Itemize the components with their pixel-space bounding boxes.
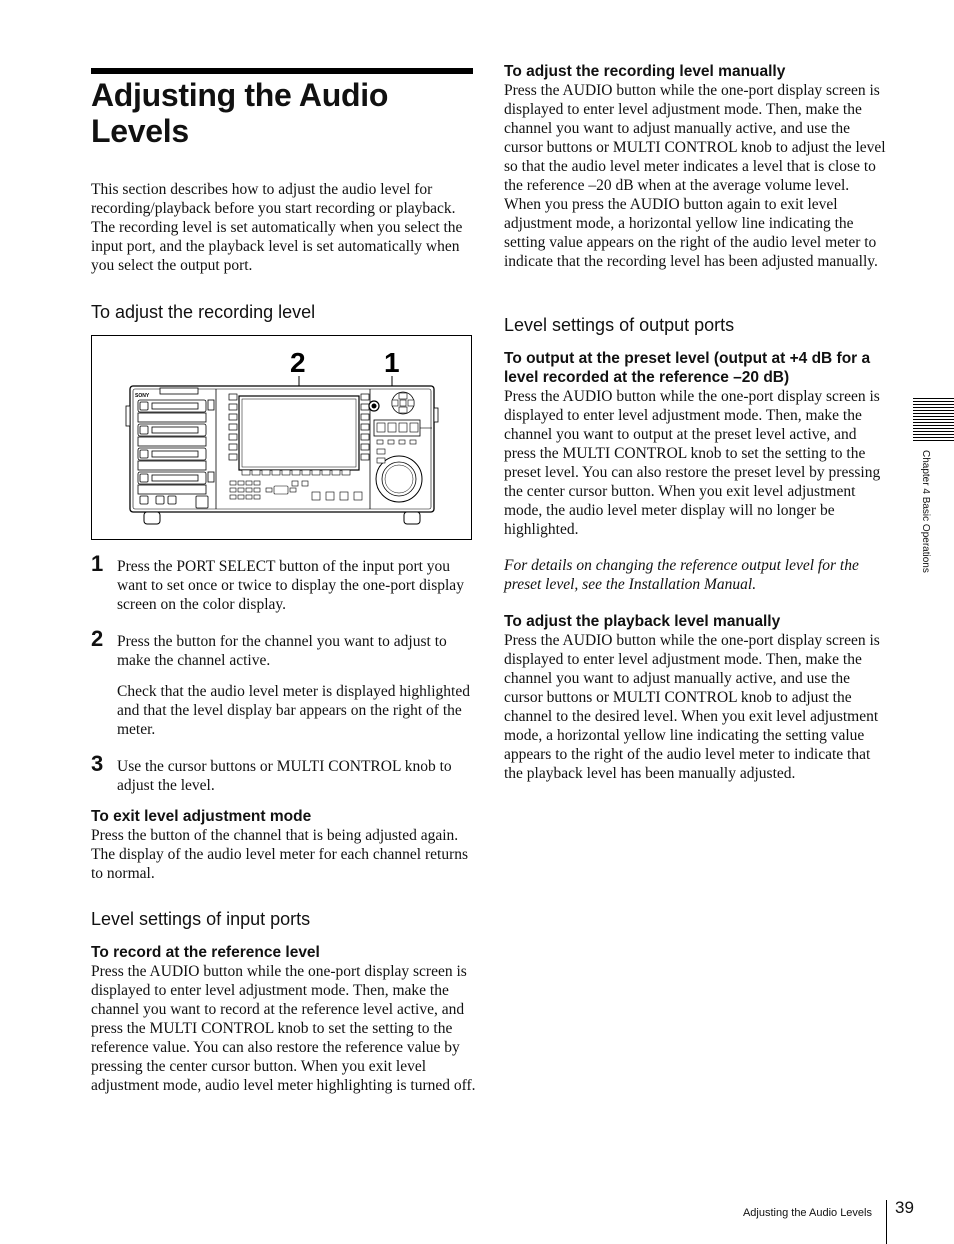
footer-title: Adjusting the Audio Levels (742, 1207, 872, 1219)
exit-mode-heading: To exit level adjustment mode (91, 808, 312, 825)
chapter-tab-stripes (913, 398, 954, 442)
preset-level-note: For details on changing the reference output level for the preset level, see the Installation Manual. (504, 557, 859, 593)
title-rule (91, 68, 473, 74)
step-1-number: 1 (91, 551, 104, 576)
device-front-panel-illustration (92, 336, 473, 541)
preset-level-text: Press the AUDIO button while the one-port display screen is displayed to enter level adjustment mode. Then, make the channel you want to output at the preset level active, and press the MULTI CONTROL knob to set the setting to the preset level. You can also restore the preset level by pressing the center cursor button. When you exit level adjustment mode, the audio level meter display will no longer be highlighted. (504, 388, 881, 538)
playback-manual-heading: To adjust the playback level manually (504, 613, 781, 630)
step-1-text: Press the PORT SELECT button of the input port you want to set once or twice to display the one-port display screen on the color display. (117, 558, 464, 613)
chapter-side-label: Chapter 4 Basic Operations (920, 450, 931, 573)
figure-callout-2: 2 (290, 347, 306, 378)
footer-divider (886, 1200, 887, 1244)
step-2-note: Check that the audio level meter is displayed highlighted and that the level display bar appears on the right of the meter. (117, 683, 470, 738)
output-ports-heading: Level settings of output ports (504, 315, 735, 335)
figure-callout-1: 1 (384, 347, 400, 378)
step-2-text: Press the button for the channel you want to adjust to make the channel active. (117, 633, 447, 669)
step-2-number: 2 (91, 626, 104, 651)
figure-brand: SONY (135, 393, 150, 399)
intro-paragraph: This section describes how to adjust the audio level for recording/playback before you start recording or playback. The recording level is set automatically when you select the input port, and the playback level is set automatically when you select the output port. (91, 181, 463, 274)
reference-level-text: Press the AUDIO button while the one-port display screen is displayed to enter level adjustment mode. Then, make the channel you want to record at the reference level active, and press the MULTI CONTROL knob to set the setting to the reference value. You can also restore the reference value by pressing the center cursor button. When you exit level adjustment mode, audio level meter highlighting is turned off. (91, 963, 476, 1094)
exit-mode-text: Press the button of the channel that is being adjusted again. The display of the audio level meter for each channel returns to normal. (91, 827, 469, 882)
manual-recording-heading: To adjust the recording level manually (504, 63, 786, 80)
preset-level-heading: To output at the preset level (output at +4 dB for a level recorded at the reference –20 dB) (504, 350, 871, 386)
reference-level-heading: To record at the reference level (91, 944, 320, 961)
manual-recording-text: Press the AUDIO button while the one-port display screen is displayed to enter level adjustment mode. Then, make the channel you want to adjust manually active, and use the cursor buttons or MULTI CONTROL knob to adjust the level so that the audio level meter indicates a level that is close to the reference –20 dB when at the average volume level. When you press the AUDIO button again to exit level adjustment mode, a horizontal yellow line indicating the setting value appears on the right of the audio level meter to indicate that the recording level has been adjusted manually. (504, 82, 886, 270)
section-heading-recording: To adjust the recording level (91, 302, 316, 322)
input-ports-heading: Level settings of input ports (91, 909, 311, 929)
device-figure (91, 335, 472, 540)
step-3-text: Use the cursor buttons or MULTI CONTROL knob to adjust the level. (117, 758, 452, 794)
page-title: Adjusting the Audio Levels (91, 77, 389, 149)
playback-manual-text: Press the AUDIO button while the one-port display screen is displayed to enter level adjustment mode. Then, make the channel you want to adjust manually active, and use the cursor buttons or MULTI CONTROL knob to adjust the channel to the desired level. When you exit level adjustment mode, a horizontal yellow line indicating the setting value appears to the right of the audio level meter to indicate that the playback level has been manually adjusted. (504, 632, 880, 782)
page-number: 39 (895, 1198, 914, 1217)
step-3-number: 3 (91, 751, 104, 776)
